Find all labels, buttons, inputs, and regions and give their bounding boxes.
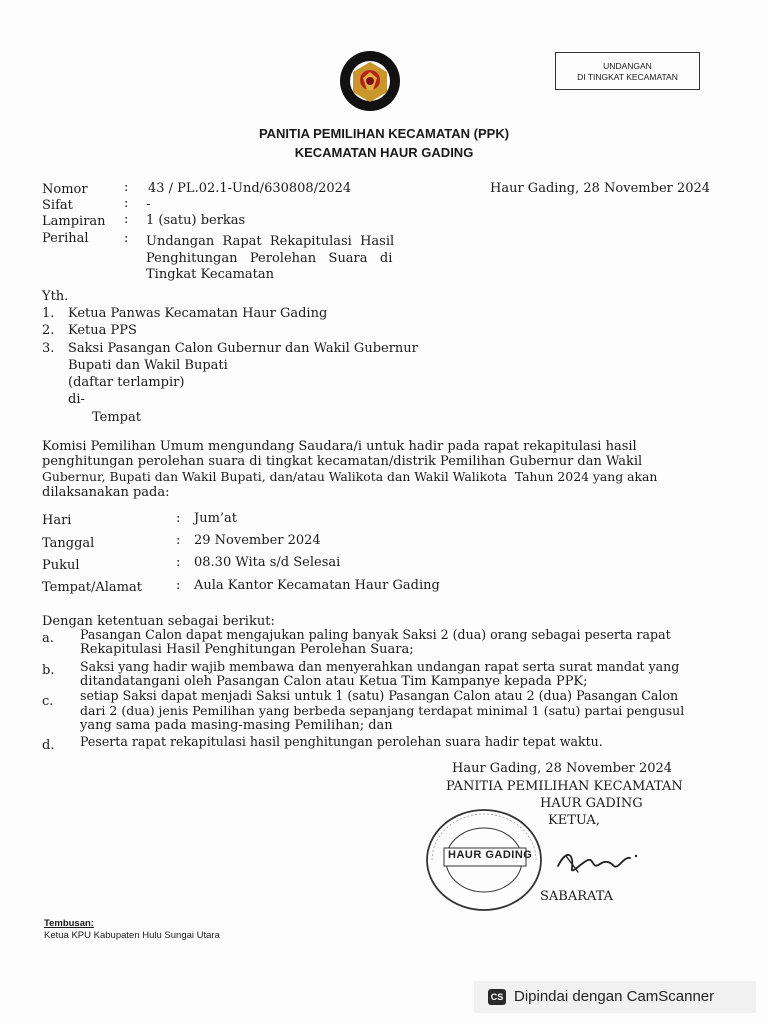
di-label: di- <box>68 392 85 407</box>
schedule-tempat-label: Tempat/Alamat <box>42 580 142 595</box>
nomor-colon: : <box>124 180 129 195</box>
signature-org-line-1: PANITIA PEMILIHAN KECAMATAN <box>446 779 683 794</box>
condition-b-line-1: Saksi yang hadir wajib membawa dan menyerahkan undangan rapat serta surat mandat yang <box>80 659 680 674</box>
recipient-1-text: Ketua Panwas Kecamatan Haur Gading <box>68 306 328 321</box>
schedule-hari-colon: : <box>176 511 181 526</box>
sifat-colon: : <box>124 196 129 211</box>
lampiran-value: 1 (satu) berkas <box>146 213 246 228</box>
schedule-tanggal-colon: : <box>176 533 181 548</box>
sifat-label: Sifat <box>42 198 73 213</box>
condition-c-line-2: dari 2 (dua) jenis Pemilihan yang berbeda sepanjang terdapat minimal 1 (satu) partai pengusul <box>80 703 685 718</box>
condition-b-marker: b. <box>42 663 55 678</box>
signature-org-line-2: HAUR GADING <box>540 796 643 811</box>
condition-b-line-2: ditandatangani oleh Pasangan Calon atau Ketua Tim Kampanye kepada PPK; <box>80 674 588 689</box>
condition-d-line-1: Peserta rapat rekapitulasi hasil penghitungan perolehan suara hadir tepat waktu. <box>80 734 603 749</box>
schedule-hari-value: Jum’at <box>194 511 238 526</box>
schedule-tanggal-value: 29 November 2024 <box>194 533 321 548</box>
schedule-tempat-value: Aula Kantor Kecamatan Haur Gading <box>194 578 440 593</box>
handwritten-signature-icon <box>552 842 642 882</box>
perihal-colon: : <box>124 231 129 246</box>
nomor-label: Nomor <box>42 182 88 197</box>
org-title-line-2: KECAMATAN HAUR GADING <box>294 145 474 160</box>
recipient-3-number: 3. <box>42 341 55 356</box>
schedule-hari-label: Hari <box>42 513 72 528</box>
camscanner-text: Dipindai dengan CamScanner <box>514 988 715 1005</box>
signature-place-date: Haur Gading, 28 November 2024 <box>452 761 673 776</box>
condition-c-line-3: yang sama pada masing-masing Pemilihan; dan <box>80 718 393 733</box>
intro-line-1: Komisi Pemilihan Umum mengundang Saudara/i untuk hadir pada rapat rekapitulasi hasil <box>42 439 637 454</box>
tempat-label: Tempat <box>92 410 141 425</box>
recipient-3-text: Saksi Pasangan Calon Gubernur dan Wakil Gubernur <box>68 341 418 356</box>
perihal-line-3: Tingkat Kecamatan <box>146 267 275 282</box>
camscanner-watermark <box>474 981 756 1013</box>
schedule-pukul-colon: : <box>176 555 181 570</box>
perihal-line-2: Penghitungan Perolehan Suara di <box>146 251 393 266</box>
schedule-pukul-label: Pukul <box>42 558 80 573</box>
invitation-level-badge <box>555 52 700 90</box>
condition-c-line-1: setiap Saksi dapat menjadi Saksi untuk 1 (satu) Pasangan Calon atau 2 (dua) Pasangan Calon <box>80 688 679 703</box>
intro-line-2: penghitungan perolehan suara di tingkat kecamatan/distrik Pemilihan Gubernur dan Wakil <box>42 454 643 469</box>
org-title-line-1: PANITIA PEMILIHAN KECAMATAN (PPK) <box>258 126 510 141</box>
schedule-tanggal-label: Tanggal <box>42 536 95 551</box>
condition-c-marker: c. <box>42 694 54 709</box>
sifat-value: - <box>146 197 151 212</box>
kpu-logo-icon <box>339 50 401 112</box>
condition-a-line-2: Rekapitulasi Hasil Penghitungan Perolehan Suara; <box>80 642 414 657</box>
nomor-value: 43 / PL.02.1-Und/630808/2024 <box>148 181 352 196</box>
condition-a-marker: a. <box>42 631 54 646</box>
lampiran-colon: : <box>124 212 129 227</box>
intro-line-4: dilaksanakan pada: <box>42 485 170 500</box>
condition-a-line-1: Pasangan Calon dapat mengajukan paling banyak Saksi 2 (dua) orang sebagai peserta rapat <box>80 627 671 642</box>
cc-line-1: Ketua KPU Kabupaten Hulu Sungai Utara <box>44 930 220 941</box>
badge-line-1: UNDANGAN <box>603 61 652 71</box>
conditions-intro: Dengan ketentuan sebagai berikut: <box>42 614 275 629</box>
intro-line-3: Gubernur, Bupati dan Wakil Bupati, dan/atau Walikota dan Wakil Walikota Tahun 2024 yang akan <box>42 469 658 484</box>
condition-d-marker: d. <box>42 738 55 753</box>
perihal-label: Perihal <box>42 231 89 246</box>
yth-label: Yth. <box>42 289 69 304</box>
recipient-3-line-3: (daftar terlampir) <box>68 375 185 390</box>
badge-line-2: DI TINGKAT KECAMATAN <box>577 72 678 82</box>
recipient-2-number: 2. <box>42 323 55 338</box>
signature-role: KETUA, <box>548 813 600 828</box>
lampiran-label: Lampiran <box>42 214 106 229</box>
schedule-tempat-colon: : <box>176 578 181 593</box>
cc-label: Tembusan: <box>44 918 94 929</box>
stamp-center-text: HAUR GADING <box>448 849 533 861</box>
recipient-2-text: Ketua PPS <box>68 323 137 338</box>
recipient-3-line-2: Bupati dan Wakil Bupati <box>68 358 228 373</box>
perihal-line-1: Undangan Rapat Rekapitulasi Hasil <box>146 234 395 249</box>
recipient-1-number: 1. <box>42 306 55 321</box>
signatory-name: SABARATA <box>540 889 614 904</box>
header-place-date: Haur Gading, 28 November 2024 <box>490 181 711 196</box>
schedule-pukul-value: 08.30 Wita s/d Selesai <box>194 555 341 570</box>
camscanner-icon: CS <box>488 989 506 1005</box>
